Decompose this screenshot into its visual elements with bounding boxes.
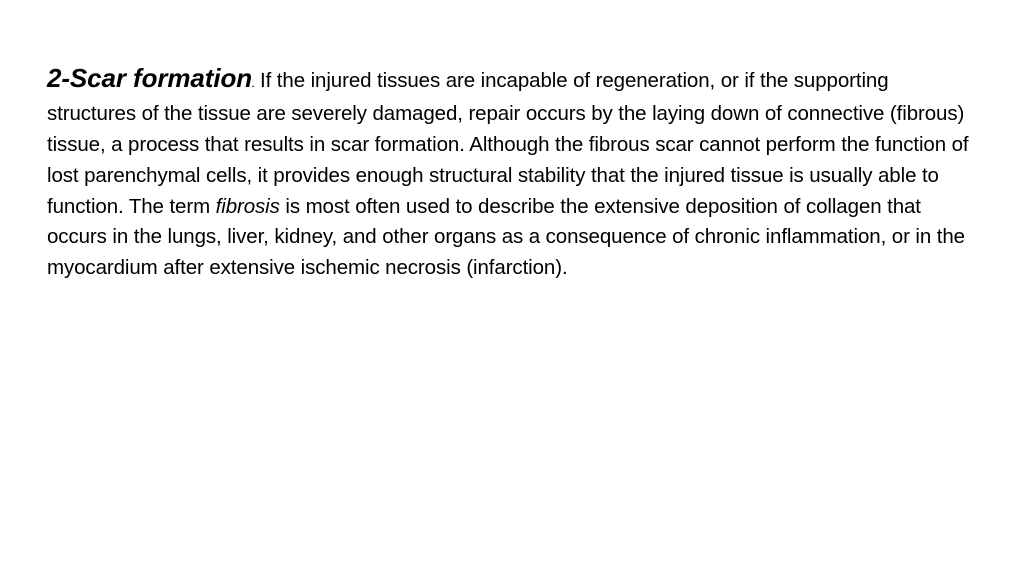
body-paragraph xyxy=(47,63,982,285)
heading-punctuation: . xyxy=(252,78,255,89)
body-text-part1: If the injured tissues are incapable of regeneration, or if the supporting structures of the tissue are severely damaged, repair occurs by the laying down of connective (fibrous) tissue, a process that results in scar formation. Although the fibrous scar cannot perform the function of lost parenchymal cells, it provides enough structural stability that the injured tissue is usually able to function. The term xyxy=(47,68,969,218)
term-fibrosis: fibrosis xyxy=(215,194,280,218)
body-text-part2: is most often used to describe the extensive deposition of collagen that occurs in the lungs, liver, kidney, and other organs as a consequence of chronic inflammation, or in the myocardium after extensive ischemic necrosis (infarction). xyxy=(47,194,965,280)
section-heading: 2-Scar formation xyxy=(47,62,253,93)
